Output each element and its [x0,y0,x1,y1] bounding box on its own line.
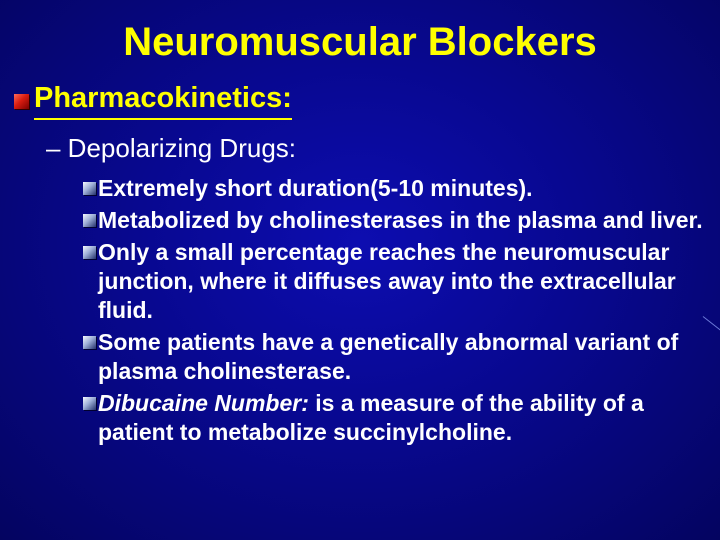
bullet-text: is a measure of the ability of a patient to metabolize succinylcholine. [98,390,644,445]
bullet-text: Extremely short duration(5-10 minutes). [98,175,533,201]
bullet-text: Only a small percentage reaches the neuromuscular junction, where it diffuses away into the extracellular fluid. [98,239,676,323]
list-item [98,206,716,235]
subsection-heading: – Depolarizing Drugs: [46,133,297,163]
bullet-square-icon [14,94,29,109]
bullet-text: Metabolized by cholinesterases in the plasma and liver. [98,207,703,233]
bullet-square-icon [83,214,96,227]
bullet-square-icon [83,397,96,410]
bullet-square-icon [83,182,96,195]
bullet-square-icon [83,246,96,259]
list-item [98,238,716,325]
section-heading: Pharmacokinetics: [34,78,292,120]
list-item [98,328,716,386]
bullet-emphasis: Dibucaine Number: [98,390,309,416]
list-item [98,389,716,447]
list-item [98,174,716,203]
bullet-list [98,174,716,450]
bullet-text: Some patients have a genetically abnormal variant of plasma cholinesterase. [98,329,679,384]
bullet-square-icon [83,336,96,349]
slide-title: Neuromuscular Blockers [123,20,597,64]
